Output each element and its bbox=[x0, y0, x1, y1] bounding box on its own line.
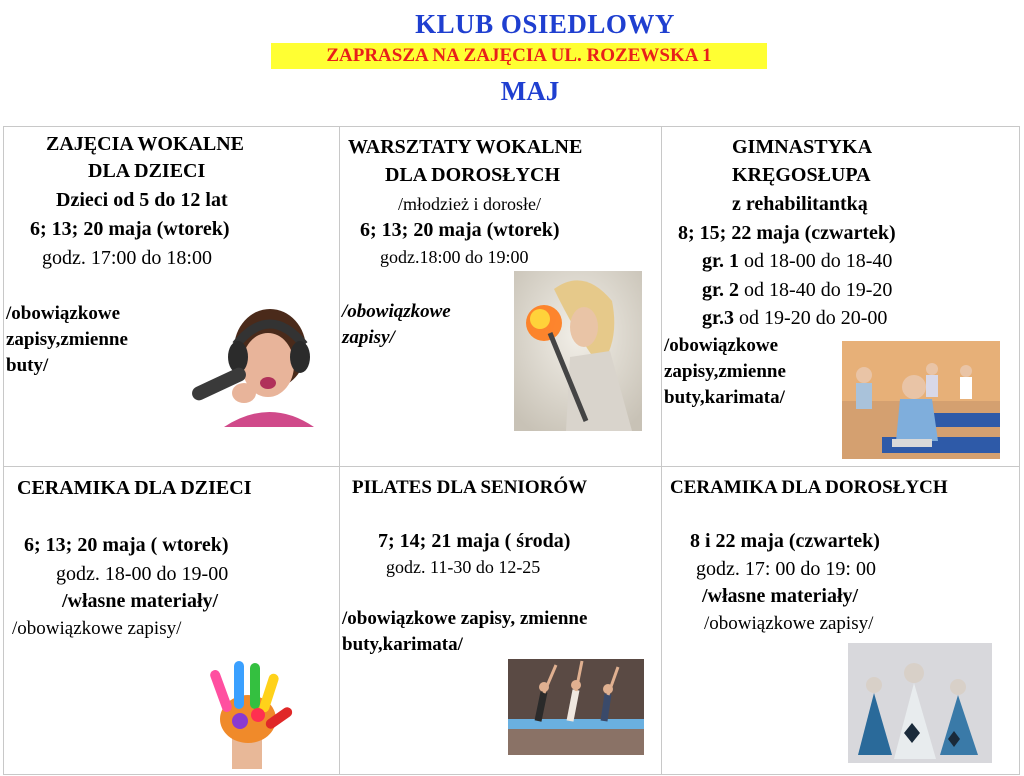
note: buty,karimata/ bbox=[664, 387, 785, 408]
note: /obowiązkowe zapisy, zmienne bbox=[342, 608, 588, 629]
club-title: KLUB OSIEDLOWY bbox=[415, 9, 675, 39]
schedule-grid bbox=[3, 126, 1020, 775]
time: godz. 11-30 do 12-25 bbox=[386, 557, 541, 577]
seniors-exercise-photo bbox=[842, 341, 1000, 459]
dates: 8 i 22 maja (czwartek) bbox=[690, 530, 880, 552]
singing-girl-photo bbox=[184, 305, 324, 427]
note: zapisy,zmienne bbox=[664, 361, 786, 382]
card-ceramics-kids bbox=[4, 467, 340, 775]
group-2: gr. 2 od 18-40 do 19-20 bbox=[702, 279, 893, 301]
card-vocal-adults bbox=[340, 127, 662, 467]
dates: 8; 15; 22 maja (czwartek) bbox=[678, 222, 896, 244]
dates: 6; 13; 20 maja (wtorek) bbox=[30, 218, 230, 240]
month-heading: MAJ bbox=[500, 76, 560, 106]
materials: /własne materiały/ bbox=[702, 585, 859, 607]
dates: 6; 13; 20 maja ( wtorek) bbox=[24, 534, 229, 556]
card-title: CERAMIKA DLA DOROSŁYCH bbox=[670, 477, 948, 498]
ceramic-figures-photo bbox=[848, 643, 992, 763]
note: /obowiązkowe zapisy/ bbox=[704, 613, 874, 634]
card-vocal-kids bbox=[4, 127, 340, 467]
pilates-group-photo bbox=[508, 659, 644, 755]
time: godz. 18-00 do 19-00 bbox=[56, 563, 229, 585]
note: zapisy/ bbox=[342, 327, 395, 348]
group-1: gr. 1 od 18-00 do 18-40 bbox=[702, 250, 893, 272]
card-subtitle: z rehabilitantką bbox=[732, 193, 868, 215]
dates: 7; 14; 21 maja ( środa) bbox=[378, 530, 571, 552]
group-3: gr.3 od 19-20 do 20-00 bbox=[702, 307, 888, 329]
card-pilates bbox=[340, 467, 662, 775]
card-title: DLA DOROSŁYCH bbox=[385, 164, 561, 186]
note: buty/ bbox=[6, 355, 49, 376]
card-title: WARSZTATY WOKALNE bbox=[348, 136, 583, 158]
note: buty,karimata/ bbox=[342, 634, 463, 655]
card-ceramics-adults bbox=[662, 467, 1020, 775]
card-title: PILATES DLA SENIORÓW bbox=[352, 477, 588, 498]
painted-hand-photo bbox=[194, 659, 298, 769]
time: godz.18:00 do 19:00 bbox=[380, 247, 529, 267]
card-spine-gym bbox=[662, 127, 1020, 467]
time: godz. 17:00 do 18:00 bbox=[42, 247, 212, 269]
card-title: DLA DZIECI bbox=[88, 160, 206, 182]
note: /obowiązkowe zapisy/ bbox=[12, 618, 182, 639]
singer-fire-photo bbox=[514, 271, 642, 431]
card-title: CERAMIKA DLA DZIECI bbox=[17, 477, 252, 499]
note: /obowiązkowe bbox=[6, 303, 120, 324]
card-title: ZAJĘCIA WOKALNE bbox=[46, 133, 245, 155]
audience: /młodzież i dorosłe/ bbox=[398, 194, 541, 214]
card-title: GIMNASTYKA bbox=[732, 136, 873, 158]
note: zapisy,zmienne bbox=[6, 329, 128, 350]
note: /obowiązkowe bbox=[664, 335, 778, 356]
dates: 6; 13; 20 maja (wtorek) bbox=[360, 219, 560, 241]
age-range: Dzieci od 5 do 12 lat bbox=[56, 189, 228, 211]
note: /obowiązkowe bbox=[342, 301, 451, 322]
materials: /własne materiały/ bbox=[62, 590, 219, 612]
invitation-banner: ZAPRASZA NA ZAJĘCIA UL. ROZEWSKA 1 bbox=[271, 43, 767, 69]
card-title: KRĘGOSŁUPA bbox=[732, 164, 871, 186]
time: godz. 17: 00 do 19: 00 bbox=[696, 558, 876, 580]
